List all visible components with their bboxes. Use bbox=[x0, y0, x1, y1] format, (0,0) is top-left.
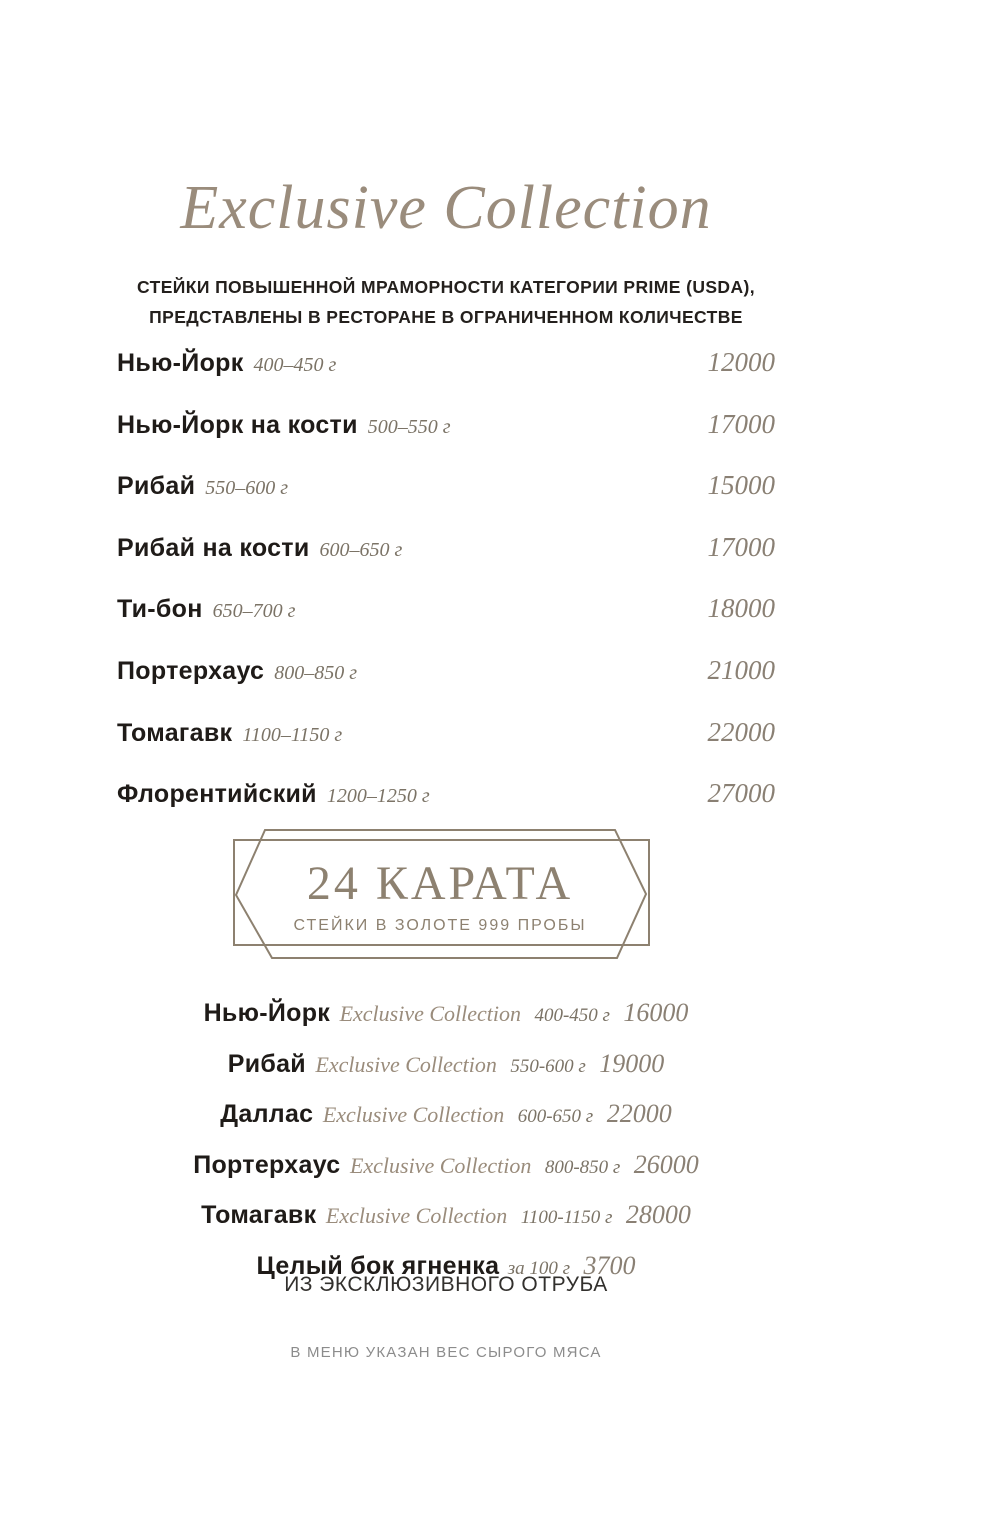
raw-weight-footnote: В МЕНЮ УКАЗАН ВЕС СЫРОГО МЯСА bbox=[290, 1344, 602, 1361]
gold-item-price: 3700 bbox=[583, 1250, 636, 1280]
gold-item-price: 26000 bbox=[633, 1149, 699, 1179]
item-name: Томагавк bbox=[117, 718, 233, 747]
item-name: Флорентийский bbox=[117, 780, 317, 809]
gold-item-weight: 800-850 г bbox=[544, 1156, 621, 1178]
menu-item-row bbox=[117, 579, 775, 641]
gold-item-price: 19000 bbox=[599, 1048, 665, 1078]
badge-subtitle: СТЕЙКИ В ЗОЛОТЕ 999 ПРОБЫ bbox=[293, 917, 587, 934]
menu-item-row bbox=[117, 703, 775, 765]
item-price: 17000 bbox=[707, 408, 775, 439]
item-weight: 600–650 г bbox=[319, 538, 403, 561]
item-weight: 800–850 г bbox=[274, 661, 358, 684]
item-weight: 500–550 г bbox=[367, 415, 451, 438]
menu-item-row bbox=[117, 333, 775, 395]
gold-item-name: Портерхаус bbox=[193, 1150, 341, 1179]
menu-item-row bbox=[117, 395, 775, 457]
prime-steaks-list bbox=[117, 333, 775, 826]
item-price: 18000 bbox=[707, 593, 775, 624]
gold-item-weight: 1100-1150 г bbox=[520, 1207, 613, 1229]
item-name: Рибай bbox=[117, 472, 196, 501]
gold-item-collection-label: Exclusive Collection bbox=[339, 1001, 521, 1026]
gold-item-row bbox=[57, 1142, 835, 1193]
item-weight: 1100–1150 г bbox=[242, 723, 343, 746]
menu-item-row bbox=[117, 641, 775, 703]
gold-item-name: Рибай bbox=[227, 1049, 306, 1078]
item-price: 15000 bbox=[707, 470, 775, 501]
gold-item-name: Томагавк bbox=[201, 1201, 317, 1230]
gold-item-price: 28000 bbox=[625, 1200, 691, 1230]
gold-item-weight: 400-450 г bbox=[534, 1005, 610, 1026]
gold-item-price: 16000 bbox=[623, 998, 689, 1027]
item-name: Нью-Йорк на кости bbox=[117, 410, 358, 439]
item-price: 27000 bbox=[707, 778, 775, 809]
gold-item-collection-label: Exclusive Collection bbox=[315, 1051, 497, 1077]
page-subtitle bbox=[87, 272, 805, 332]
item-price: 22000 bbox=[707, 716, 775, 747]
item-weight: 1200–1250 г bbox=[326, 785, 430, 808]
gold-item-row bbox=[57, 1192, 835, 1243]
gold-item-weight: 550-600 г bbox=[510, 1055, 586, 1077]
gold-item-row bbox=[57, 990, 835, 1041]
page-title: Exclusive Collection bbox=[180, 174, 712, 242]
item-price: 21000 bbox=[707, 654, 775, 685]
subtitle-line-2: ПРЕДСТАВЛЕНЫ В РЕСТОРАНЕ В ОГРАНИЧЕННОМ КОЛИЧЕСТВЕ bbox=[149, 307, 743, 327]
gold-item-row bbox=[57, 1091, 835, 1142]
menu-item-row bbox=[117, 456, 775, 518]
item-weight: 550–600 г bbox=[205, 477, 289, 500]
menu-item-row bbox=[117, 764, 775, 826]
gold-item-name: Целый бок ягненка bbox=[256, 1251, 500, 1280]
karat-badge bbox=[220, 825, 660, 965]
gold-item-price: 22000 bbox=[606, 1099, 672, 1129]
gold-item-row bbox=[57, 1041, 835, 1092]
item-name: Нью-Йорк bbox=[117, 349, 244, 377]
item-weight: 650–700 г bbox=[212, 600, 296, 623]
exclusive-cut-note: ИЗ ЭКСКЛЮЗИВНОГО ОТРУБА bbox=[284, 1273, 608, 1296]
item-name: Рибай на кости bbox=[117, 533, 310, 562]
item-price: 17000 bbox=[707, 531, 775, 562]
gold-steaks-list bbox=[57, 990, 835, 1294]
gold-item-weight: за 100 г bbox=[507, 1257, 571, 1279]
item-weight: 400–450 г bbox=[253, 354, 337, 376]
item-name: Ти-бон bbox=[117, 595, 203, 624]
gold-item-collection-label: Exclusive Collection bbox=[325, 1203, 508, 1229]
gold-item-name: Нью-Йорк bbox=[203, 999, 331, 1027]
menu-item-row bbox=[117, 518, 775, 580]
gold-item-collection-label: Exclusive Collection bbox=[322, 1102, 505, 1128]
gold-item-name: Даллас bbox=[220, 1100, 314, 1129]
gold-item-collection-label: Exclusive Collection bbox=[349, 1152, 532, 1178]
item-price: 12000 bbox=[707, 347, 775, 377]
badge-title: 24 КАРАТА bbox=[306, 857, 574, 910]
subtitle-line-1: СТЕЙКИ ПОВЫШЕННОЙ МРАМОРНОСТИ КАТЕГОРИИ PRIME (USDA), bbox=[137, 277, 755, 297]
item-name: Портерхаус bbox=[117, 656, 265, 685]
gold-item-weight: 600-650 г bbox=[517, 1106, 594, 1128]
